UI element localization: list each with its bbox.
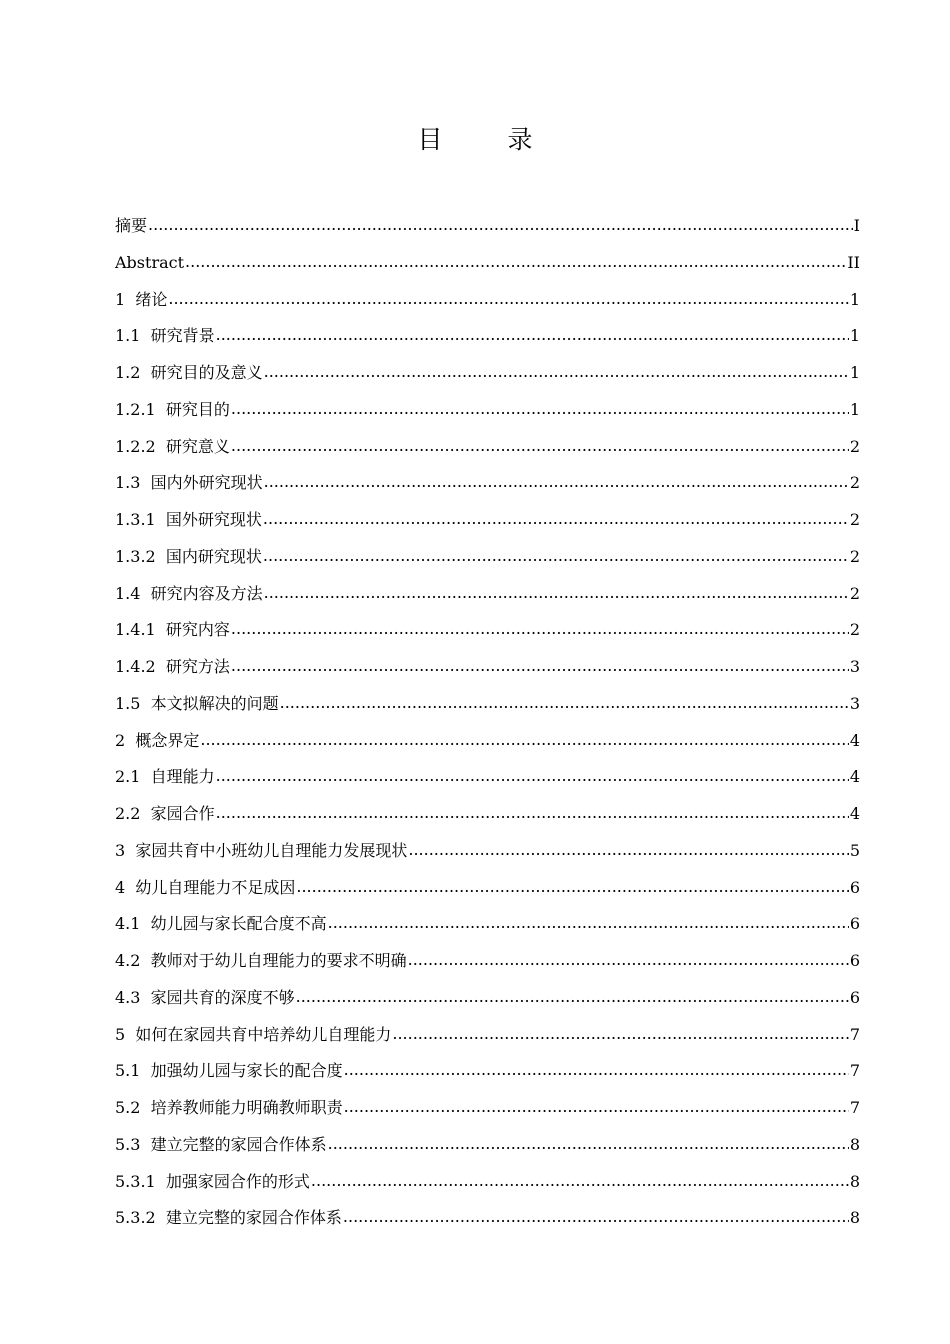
toc-entry[interactable] [115,1164,860,1201]
toc-entry[interactable] [115,245,860,282]
toc-entry-page-number: 7 [849,1098,860,1117]
toc-entry-label: 4 幼儿自理能力不足成因 [115,877,296,897]
toc-entry[interactable] [115,282,860,319]
toc-dot-leader [328,1126,849,1163]
toc-entry[interactable] [115,796,860,833]
toc-dot-leader [264,354,849,391]
toc-dot-leader [148,207,853,244]
toc-entry[interactable] [115,208,860,245]
toc-entry[interactable] [115,1127,860,1164]
toc-dot-leader [328,905,849,942]
toc-dot-leader [216,758,849,795]
toc-entry-label: 1 绪论 [115,289,168,309]
toc-entry[interactable] [115,943,860,980]
toc-entry[interactable] [115,1017,860,1054]
toc-entry-label: 5.1 加强幼儿园与家长的配合度 [115,1061,343,1081]
toc-dot-leader [344,1052,849,1089]
toc-entry-page-number: I [853,216,860,235]
toc-entry-label: 1.5 本文拟解决的问题 [115,693,279,713]
toc-dot-leader [231,611,849,648]
toc-entry-label: 1.2.2 研究意义 [115,436,230,456]
toc-entry-label: 2 概念界定 [115,730,200,750]
toc-dot-leader [392,1016,848,1053]
toc-entry-label: 1.4 研究内容及方法 [115,583,263,603]
toc-entry-page-number: 5 [849,840,860,860]
toc-dot-leader [231,391,849,428]
toc-entry-label: 5.3.2 建立完整的家园合作体系 [115,1208,342,1228]
toc-entry-label: 1.2 研究目的及意义 [115,363,263,382]
toc-dot-leader [344,1089,849,1126]
toc-entry-label: 1.4.1 研究内容 [115,620,230,640]
toc-entry-page-number: 1 [849,399,860,419]
toc-entry-page-number: 1 [849,289,860,309]
toc-entry[interactable] [115,686,860,723]
toc-dot-leader [231,648,849,685]
toc-entry-page-number: II [847,252,860,272]
toc-entry[interactable] [115,429,860,466]
toc-entry[interactable] [115,1090,860,1127]
toc-entry-page-number: 3 [849,657,860,676]
toc-entry[interactable] [115,576,860,613]
toc-entry-label: 2.1 自理能力 [115,767,215,787]
toc-entry-page-number: 6 [849,914,860,934]
toc-entry-page-number: 6 [849,987,860,1007]
toc-entry-page-number: 1 [849,326,860,346]
toc-entry-page-number: 1 [849,363,860,382]
toc-entry-page-number: 2 [849,620,860,640]
toc-entry-label: 1.4.2 研究方法 [115,657,230,676]
toc-entry[interactable] [115,980,860,1017]
toc-entry-label: 5.3 建立完整的家园合作体系 [115,1134,327,1154]
toc-dot-leader [408,942,849,979]
toc-entry-page-number: 7 [849,1061,860,1081]
toc-entry-label: 4.3 家园共育的深度不够 [115,987,295,1007]
toc-entry[interactable] [115,392,860,429]
toc-dot-leader [280,685,849,722]
toc-dot-leader [296,979,849,1016]
toc-entry-label: 摘要 [115,216,148,235]
toc-entry-page-number: 2 [849,473,860,493]
toc-entry-page-number: 2 [849,510,860,529]
toc-entry[interactable] [115,649,860,686]
toc-dot-leader [200,722,848,759]
toc-entry-page-number: 6 [849,877,860,897]
toc-entry-page-number: 2 [849,436,860,456]
toc-entry-label: 5.3.1 加强家园合作的形式 [115,1171,310,1191]
toc-entry-page-number: 4 [849,804,860,823]
toc-dot-leader [185,244,846,281]
toc-entry-page-number: 2 [849,583,860,603]
toc-dot-leader [216,795,849,832]
toc-dot-leader [264,464,849,501]
toc-entry[interactable] [115,759,860,796]
toc-entry[interactable] [115,465,860,502]
toc-entry-label: 1.3.1 国外研究现状 [115,510,262,529]
toc-entry[interactable] [115,612,860,649]
toc-entry[interactable] [115,870,860,907]
toc-dot-leader [343,1199,849,1236]
toc-entry-page-number: 8 [849,1171,860,1191]
toc-entry[interactable] [115,1053,860,1090]
toc-entry-label: 1.1 研究背景 [115,326,215,346]
toc-entry[interactable] [115,355,860,392]
toc-list [115,208,860,1237]
toc-dot-leader [296,869,848,906]
toc-entry[interactable] [115,833,860,870]
toc-dot-leader [263,538,849,575]
toc-entry-page-number: 2 [849,546,860,566]
toc-entry[interactable] [115,539,860,576]
toc-entry-label: 1.3.2 国内研究现状 [115,546,262,566]
toc-dot-leader [231,428,849,465]
toc-entry[interactable] [115,318,860,355]
toc-entry[interactable] [115,723,860,760]
toc-entry-page-number: 8 [849,1134,860,1154]
toc-dot-leader [408,832,848,869]
toc-entry-label: 4.1 幼儿园与家长配合度不高 [115,914,327,934]
toc-entry-page-number: 4 [849,767,860,787]
toc-entry[interactable] [115,1200,860,1237]
toc-entry-page-number: 7 [849,1024,860,1044]
toc-entry-label: Abstract [115,252,185,272]
toc-dot-leader [168,281,848,318]
toc-dot-leader [311,1163,849,1200]
toc-entry-label: 5.2 培养教师能力明确教师职责 [115,1098,343,1117]
toc-title: 目 录 [417,125,553,154]
toc-dot-leader [264,575,849,612]
toc-entry-label: 1.3 国内外研究现状 [115,473,263,493]
toc-dot-leader [263,501,849,538]
toc-entry-page-number: 6 [849,951,860,970]
toc-entry-label: 5 如何在家园共育中培养幼儿自理能力 [115,1024,392,1044]
toc-entry-label: 3 家园共育中小班幼儿自理能力发展现状 [115,840,408,860]
toc-dot-leader [216,317,849,354]
toc-entry[interactable] [115,502,860,539]
toc-entry[interactable] [115,906,860,943]
toc-entry-page-number: 8 [849,1208,860,1228]
toc-entry-label: 1.2.1 研究目的 [115,399,230,419]
toc-entry-label: 2.2 家园合作 [115,804,215,823]
toc-entry-page-number: 4 [849,730,860,750]
toc-entry-page-number: 3 [849,693,860,713]
toc-entry-label: 4.2 教师对于幼儿自理能力的要求不明确 [115,951,407,970]
